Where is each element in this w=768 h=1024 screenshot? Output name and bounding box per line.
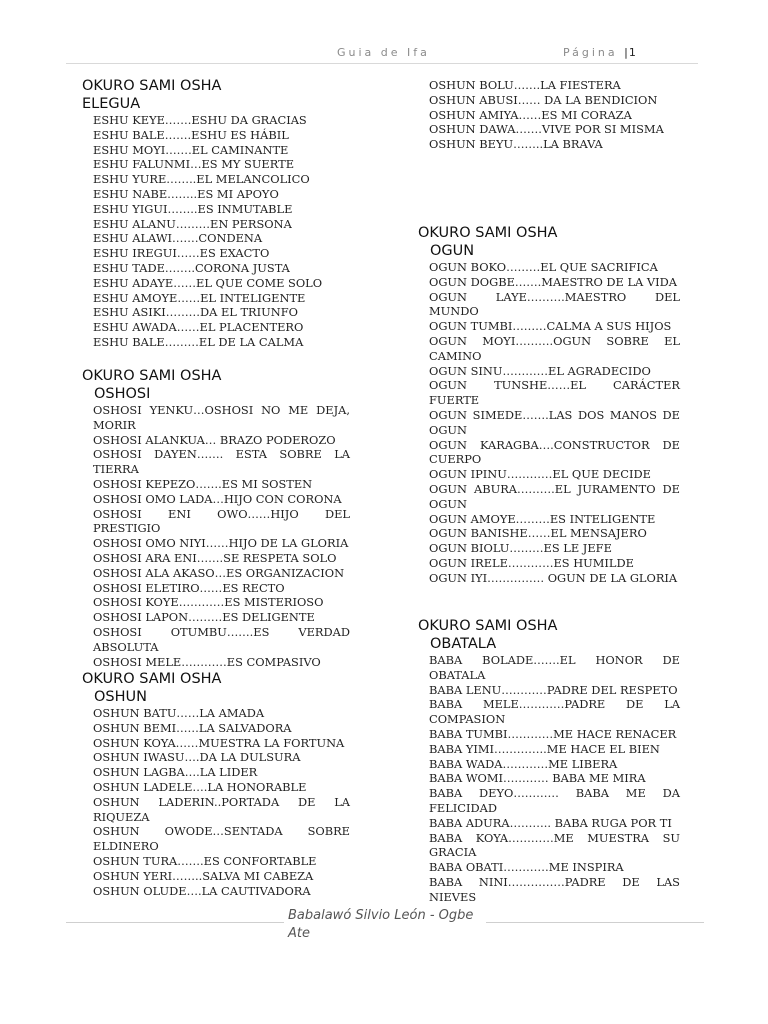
entry-list <box>418 260 680 586</box>
list-item: OSHUN LAGBA….LA LIDER <box>93 765 258 780</box>
list-item: BABA BOLADE…….EL HONOR DE OBATALA <box>429 653 680 682</box>
list-item: ESHU IREGUI……ES EXACTO <box>93 246 270 261</box>
list-item: ESHU ADAYE……EL QUE COME SOLO <box>93 275 323 290</box>
list-item: OGUN SINU…………EL AGRADECIDO <box>429 363 651 378</box>
entry-list <box>418 78 680 152</box>
list-item: OSHOSI OTUMBU…….ES VERDAD ABSOLUTA <box>93 624 350 654</box>
list-item: OGUN DOGBE…….MAESTRO DE LA VIDA <box>429 274 677 289</box>
list-item: OGUN TUNSHE……EL CARÁCTER FUERTE <box>429 378 680 408</box>
list-item: BABA TUMBI…………ME HACE RENACER <box>429 726 677 741</box>
list-item: OGUN BANISHE……EL MENSAJERO <box>429 526 647 541</box>
section-subtitle: OSHUN <box>94 689 147 705</box>
list-item: OSHOSI KEPEZO…….ES MI SOSTEN <box>93 476 313 491</box>
list-item: OSHOSI ELETIRO……ES RECTO <box>93 580 285 595</box>
list-item: OSHUN YERI……..SALVA MI CABEZA <box>93 868 314 883</box>
section-oshosi <box>82 367 350 669</box>
list-item: ESHU KEYE…….ESHU DA GRACIAS <box>93 113 307 127</box>
list-item: OSHUN BOLU…….LA FIESTERA <box>429 78 621 92</box>
page-indicator <box>563 46 637 59</box>
list-item: OSHOSI MELE…………ES COMPASIVO <box>93 654 321 669</box>
list-item: ESHU ALAWI…….CONDENA <box>93 231 263 246</box>
section-ogun <box>418 224 680 586</box>
list-item: OGUN ABURA……….EL JURAMENTO DE OGUN <box>429 481 680 511</box>
list-item: OSHUN OWODE…SENTADA SOBRE ELDINERO <box>93 824 350 854</box>
section-obatala <box>418 617 680 905</box>
list-item: OSHUN AMIYA……ES MI CORAZA <box>429 107 632 122</box>
document-title: Guia de Ifa <box>337 46 430 59</box>
list-item: OSHUN BATU……LA AMADA <box>93 706 265 720</box>
section-title: OKURO SAMI OSHA <box>82 368 222 384</box>
list-item: OGUN SIMEDE…….LAS DOS MANOS DE OGUN <box>429 407 680 437</box>
list-item: BABA YIMI…………..ME HACE EL BIEN <box>429 741 660 756</box>
list-item: OGUN MOYI……….OGUN SOBRE EL CAMINO <box>429 333 680 363</box>
list-item: ESHU FALUNMI…ES MY SUERTE <box>93 157 295 172</box>
list-item: BABA NINI……………PADRE DE LAS NIEVES <box>429 874 680 904</box>
list-item: ESHU YIGUI……..ES INMUTABLE <box>93 201 293 216</box>
list-item: OSHOSI ARA ENI…….SE RESPETA SOLO <box>93 550 337 565</box>
entry-list <box>82 113 350 350</box>
list-item: OGUN AMOYE………ES INTELIGENTE <box>429 511 656 526</box>
list-item: OSHOSI ALANKUA… BRAZO PODEROZO <box>93 432 336 447</box>
list-item: OSHUN DAWA…….VIVE POR SI MISMA <box>429 122 664 137</box>
section-title: OKURO SAMI OSHA <box>418 618 558 634</box>
entry-list <box>418 653 680 905</box>
list-item: OGUN KARAGBA….CONSTRUCTOR DE CUERPO <box>429 437 680 467</box>
list-item: ESHU TADE……..CORONA JUSTA <box>93 260 290 275</box>
section-elegua <box>82 77 350 350</box>
list-item: OSHUN IWASU….DA LA DULSURA <box>93 750 301 765</box>
list-item: ESHU ALANU………EN PERSONA <box>93 216 292 231</box>
list-item: BABA WADA…………ME LIBERA <box>429 756 618 771</box>
section-subtitle: OBATALA <box>430 636 497 652</box>
list-item: OGUN IRELE…………ES HUMILDE <box>429 555 634 570</box>
list-item: OGUN BIOLU………ES LE JEFE <box>429 541 612 556</box>
list-item: BABA ADURA……….. BABA RUGA POR TI <box>429 815 672 830</box>
list-item: ESHU NABE……..ES MI APOYO <box>93 186 279 201</box>
list-item: OGUN TUMBI………CALMA A SUS HIJOS <box>429 319 672 334</box>
list-item: ESHU BALE………EL DE LA CALMA <box>93 334 304 349</box>
list-item: ESHU AWADA……EL PLACENTERO <box>93 320 304 335</box>
list-item: OSHOSI OMO NIYI……HIJO DE LA GLORIA <box>93 536 349 551</box>
section-title: OKURO SAMI OSHA <box>82 671 222 687</box>
list-item: OGUN LAYE……….MAESTRO DEL MUNDO <box>429 289 680 319</box>
list-item: OGUN BOKO………EL QUE SACRIFICA <box>429 260 658 274</box>
list-item: OSHOSI DAYEN……. ESTA SOBRE LA TIERRA <box>93 447 350 477</box>
list-item: OSHUN BEMI……LA SALVADORA <box>93 720 292 735</box>
list-item: BABA DEYO………… BABA ME DA FELICIDAD <box>429 786 680 815</box>
list-item: BABA KOYA…………ME MUESTRA SU GRACIA <box>429 830 680 860</box>
list-item: OSHUN BEYU……..LA BRAVA <box>429 137 603 152</box>
list-item: ESHU MOYI…….EL CAMINANTE <box>93 142 289 157</box>
list-item: BABA MELE…………PADRE DE LA COMPASION <box>429 697 680 727</box>
list-item: OSHUN LADELE….LA HONORABLE <box>93 779 307 794</box>
entry-list <box>82 706 350 898</box>
list-item: OGUN IPINU…………EL QUE DECIDE <box>429 467 651 482</box>
entry-list <box>82 403 350 669</box>
list-item: OSHUN ABUSI…… DA LA BENDICION <box>429 92 658 107</box>
list-item: ESHU YURE……..EL MELANCOLICO <box>93 172 310 187</box>
footer-rule-right <box>486 922 704 923</box>
list-item: OSHOSI ENI OWO……HIJO DEL PRESTIGIO <box>93 506 350 536</box>
section-oshun <box>82 670 350 898</box>
header-rule <box>66 63 698 64</box>
list-item: BABA LENU…………PADRE DEL RESPETO <box>429 682 678 697</box>
list-item: OSHOSI YENKU…OSHOSI NO ME DEJA, MORIR <box>93 403 350 432</box>
page-header <box>0 44 768 64</box>
section-subtitle: ELEGUA <box>82 96 141 112</box>
list-item: ESHU BALE…….ESHU ES HÁBIL <box>93 127 289 142</box>
list-item: OSHOSI OMO LADA…HIJO CON CORONA <box>93 491 342 506</box>
list-item: OSHUN OLUDE….LA CAUTIVADORA <box>93 883 311 898</box>
list-item: ESHU AMOYE……EL INTELIGENTE <box>93 290 306 305</box>
page-label: Página <box>563 46 618 59</box>
footer-author: Babalawó Silvio León - Ogbe Ate <box>288 908 474 941</box>
list-item: ESHU ASIKI………DA EL TRIUNFO <box>93 305 298 320</box>
section-subtitle: OGUN <box>430 243 475 259</box>
list-item: OSHUN LADERIN..PORTADA DE LA RIQUEZA <box>93 794 350 824</box>
list-item: OSHUN KOYA……MUESTRA LA FORTUNA <box>93 735 345 750</box>
list-item: OSHOSI KOYE…………ES MISTERIOSO <box>93 595 324 610</box>
page-number: |1 <box>624 46 637 59</box>
list-item: BABA OBATI…………ME INSPIRA <box>429 860 624 875</box>
list-item: BABA WOMI………… BABA ME MIRA <box>429 771 646 786</box>
section-oshun-continued <box>418 78 680 152</box>
section-subtitle: OSHOSI <box>94 386 151 402</box>
list-item: OSHOSI LAPON………ES DELIGENTE <box>93 610 315 625</box>
footer-rule-left <box>66 922 284 923</box>
section-title: OKURO SAMI OSHA <box>82 78 222 94</box>
list-item: OSHOSI ALA AKASO…ES ORGANIZACION <box>93 565 345 580</box>
list-item: OSHUN TURA…….ES CONFORTABLE <box>93 853 317 868</box>
list-item: OGUN IYI…………… OGUN DE LA GLORIA <box>429 570 678 585</box>
section-title: OKURO SAMI OSHA <box>418 225 558 241</box>
